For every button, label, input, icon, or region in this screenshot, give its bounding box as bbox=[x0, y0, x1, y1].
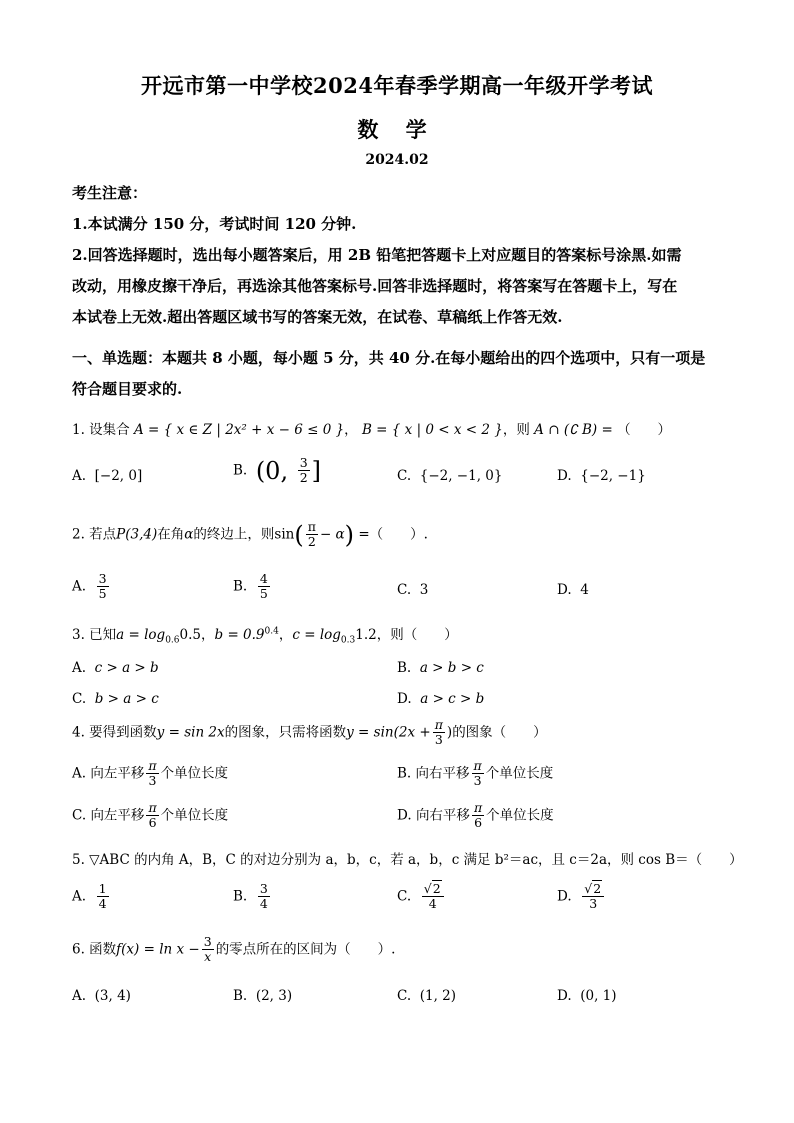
q1-then: ，则 bbox=[502, 422, 530, 438]
q4-three: 3 bbox=[434, 732, 443, 748]
q4-option-b-post: 个单位长度 bbox=[485, 765, 554, 782]
q4-option-c-den: 6 bbox=[148, 815, 157, 831]
q4-option-c-post: 个单位长度 bbox=[160, 807, 229, 824]
q4-option-a bbox=[72, 759, 228, 789]
q2-option-b-letter: B. bbox=[233, 578, 248, 595]
q2-alpha: α bbox=[184, 526, 194, 543]
q5-option-d: D. $\frac{√2}{3}$ bbox=[557, 882, 606, 912]
q6-option-a-value: (3, 4) bbox=[94, 988, 131, 1004]
q4-option-a-num: π bbox=[148, 758, 157, 773]
q1-option-a bbox=[72, 468, 142, 484]
q2-option-b bbox=[233, 572, 272, 602]
notes-line-2: 2.回答选择题时，选出每小题答案后，用 2B 铅笔把答题卡上对应题目的答案标号涂黑.如需 bbox=[72, 246, 682, 264]
q6-option-d-letter: D. bbox=[557, 988, 572, 1004]
q1-option-d-value: {−2, −1} bbox=[580, 468, 646, 484]
q1-option-c-letter: C. bbox=[397, 468, 412, 484]
q4-function-2-close: ) bbox=[446, 724, 453, 741]
q4-option-b bbox=[397, 759, 553, 789]
notes-line-4: 本试卷上无效.超出答题区域书写的答案无效，在试卷、草稿纸上作答无效. bbox=[72, 308, 563, 326]
exam-title: 开远市第一中学校2024年春季学期高一年级开学考试 bbox=[141, 73, 653, 98]
q4-option-c-num: π bbox=[148, 800, 157, 815]
q4-option-b-num: π bbox=[473, 758, 482, 773]
q5-option-c-letter: C. bbox=[397, 888, 412, 905]
q3-sep-1: ， bbox=[201, 627, 215, 643]
q2-minus-alpha: − α bbox=[319, 526, 345, 543]
q2-option-a-num: 3 bbox=[98, 571, 107, 586]
exam-date: 2024.02 bbox=[365, 152, 429, 168]
q3-c-expr: c = log bbox=[292, 627, 341, 643]
q5-option-d-letter: D. bbox=[557, 888, 572, 905]
q6-text-2: 的零点所在的区间为（ ）. bbox=[215, 941, 396, 958]
q5-option-b bbox=[233, 882, 272, 912]
q6-den: x bbox=[204, 949, 212, 965]
q4-text-3: 的图象（ ） bbox=[452, 724, 547, 741]
q2-point: P(3,4) bbox=[116, 526, 158, 543]
q2-text-3: 的终边上，则 bbox=[193, 526, 275, 543]
exam-notes bbox=[72, 178, 732, 333]
q2-option-b-den: 5 bbox=[259, 586, 268, 602]
q2-option-a bbox=[72, 572, 111, 602]
question-1 bbox=[72, 418, 671, 438]
q1-option-b bbox=[233, 456, 321, 486]
q1-option-c bbox=[397, 468, 502, 484]
q4-text-2: 的图象，只需将函数 bbox=[224, 724, 347, 741]
q4-option-d-num: π bbox=[473, 800, 483, 815]
q3-sep-2: ， bbox=[278, 627, 293, 643]
q5-option-c-den: 4 bbox=[428, 896, 437, 912]
q1-option-d bbox=[557, 468, 646, 484]
q4-option-a-letter: A. bbox=[72, 765, 87, 782]
q4-option-c bbox=[72, 801, 228, 831]
q4-option-b-letter: B. bbox=[397, 765, 412, 782]
q2-option-c-value: 3 bbox=[419, 582, 429, 598]
q4-option-a-post: 个单位长度 bbox=[160, 765, 229, 782]
q2-option-d bbox=[557, 582, 589, 598]
q2-pi: π bbox=[307, 519, 316, 534]
question-3 bbox=[72, 623, 458, 646]
q5-option-c-num: 2 bbox=[432, 881, 441, 896]
q3-a-base: 0.6 bbox=[165, 635, 180, 646]
q4-function-2: y = sin(2x + bbox=[346, 724, 431, 741]
q4-option-c-pre: 向左平移 bbox=[90, 807, 145, 824]
q4-text-1: 4. 要得到函数 bbox=[72, 724, 157, 741]
q3-option-b-letter: B. bbox=[397, 660, 412, 676]
exam-subject: 数 学 bbox=[357, 117, 437, 142]
q3-a-expr: a = log bbox=[116, 627, 166, 643]
q4-option-d bbox=[397, 801, 554, 831]
q1-set-a: A = { x ∈ Z | 2x² + x − 6 ≤ 0 } bbox=[133, 422, 345, 438]
q3-option-a-letter: A. bbox=[72, 660, 87, 676]
q3-option-d-value: a > c > b bbox=[420, 691, 485, 707]
q3-a-arg: 0.5 bbox=[179, 627, 202, 643]
q2-option-b-num: 4 bbox=[259, 571, 268, 586]
q2-option-c-letter: C. bbox=[397, 582, 412, 598]
q1-option-b-open: (0, bbox=[255, 456, 296, 485]
q4-option-b-den: 3 bbox=[473, 773, 482, 789]
q1-expression: A ∩ (∁ B) = bbox=[534, 422, 613, 438]
q3-option-b-value: a > b > c bbox=[419, 660, 484, 676]
q4-option-d-pre: 向右平移 bbox=[415, 807, 470, 824]
q2-option-d-letter: D. bbox=[557, 582, 572, 598]
q6-option-c-value: (1, 2) bbox=[419, 988, 457, 1004]
q4-pi: π bbox=[434, 717, 443, 732]
q1-option-b-fraction bbox=[298, 456, 310, 486]
q1-option-b-num: 3 bbox=[299, 455, 308, 470]
q5-option-c: C. $\frac{√2}{4}$ bbox=[397, 882, 446, 912]
q3-option-c-value: b > a > c bbox=[94, 691, 159, 707]
q3-option-d-letter: D. bbox=[397, 691, 412, 707]
q6-option-c-letter: C. bbox=[397, 988, 412, 1004]
notes-line-3: 改动，用橡皮擦干净后，再选涂其他答案标号.回答非选择题时，将答案写在答题卡上，写在 bbox=[72, 277, 678, 295]
q1-option-a-value: [−2, 0] bbox=[94, 468, 143, 484]
q6-option-d bbox=[557, 988, 617, 1004]
q6-text-1: 6. 函数 bbox=[72, 941, 117, 958]
q3-option-d bbox=[397, 691, 484, 707]
q3-option-a-value: c > a > b bbox=[94, 660, 159, 676]
q4-option-d-letter: D. bbox=[397, 807, 412, 824]
q6-option-c bbox=[397, 988, 456, 1004]
q5-option-b-letter: B. bbox=[233, 888, 248, 905]
q2-fraction bbox=[306, 520, 318, 550]
q3-b-expr: b = 0.9 bbox=[214, 627, 265, 643]
q4-option-d-den: 6 bbox=[474, 815, 483, 831]
question-4 bbox=[72, 718, 547, 748]
q1-option-b-close: ] bbox=[311, 456, 322, 485]
notes-heading: 考生注意： bbox=[72, 184, 148, 202]
q1-set-b: B = { x | 0 < x < 2 } bbox=[361, 422, 503, 438]
q3-c-arg: 1.2 bbox=[355, 627, 377, 643]
q4-option-c-letter: C. bbox=[72, 807, 87, 824]
q1-number: 1. 设集合 bbox=[72, 422, 130, 438]
q5-option-a bbox=[72, 882, 111, 912]
q2-sin: sin bbox=[274, 526, 295, 543]
q6-option-b-value: (2, 3) bbox=[255, 988, 293, 1004]
question-5: 5. ▽ABC 的内角 A，B，C 的对边分别为 a，b，c，若 a，b，c 满足 b²＝ac，且 c＝2a，则 cos B＝（ ） bbox=[72, 852, 743, 868]
q3-c-base: 0.3 bbox=[340, 635, 356, 646]
q3-text-1: 3. 已知 bbox=[72, 627, 117, 643]
q6-function: f(x) = ln x − bbox=[116, 941, 200, 958]
section-line-1: 一、单选题：本题共 8 小题，每小题 5 分，共 40 分.在每小题给出的四个选项中，只有一项是 bbox=[72, 349, 706, 367]
q2-option-c bbox=[397, 582, 428, 598]
q1-option-c-value: {−2, −1, 0} bbox=[419, 468, 503, 484]
question-6 bbox=[72, 935, 395, 965]
q1-option-b-den: 2 bbox=[299, 470, 308, 486]
q4-option-d-post: 个单位长度 bbox=[486, 807, 554, 824]
q3-text-2: ，则（ ） bbox=[376, 627, 458, 643]
q2-option-a-letter: A. bbox=[72, 578, 87, 595]
q3-option-c bbox=[72, 691, 159, 707]
q4-option-a-pre: 向左平移 bbox=[90, 765, 145, 782]
q3-option-a bbox=[72, 660, 159, 676]
q5-option-b-den: 4 bbox=[259, 896, 268, 912]
q5-option-a-den: 4 bbox=[98, 896, 107, 912]
q5-option-d-den: 3 bbox=[589, 896, 598, 912]
q1-option-a-letter: A. bbox=[72, 468, 87, 484]
q5-option-a-letter: A. bbox=[72, 888, 87, 905]
question-2: 2. 若点P(3,4)在角α的终边上，则sin( $\frac{\pi}{2}$ − α) =（ ）. bbox=[72, 519, 428, 550]
q4-option-b-pre: 向右平移 bbox=[415, 765, 470, 782]
q1-option-b-letter: B. bbox=[233, 462, 248, 479]
q6-option-d-value: (0, 1) bbox=[580, 988, 617, 1004]
q1-option-d-letter: D. bbox=[557, 468, 572, 484]
q6-option-a-letter: A. bbox=[72, 988, 87, 1004]
q2-text-4: =（ ）. bbox=[358, 526, 428, 543]
q6-num: 3 bbox=[203, 934, 212, 949]
q5-option-a-num: 1 bbox=[98, 881, 107, 896]
q6-option-b-letter: B. bbox=[233, 988, 248, 1004]
q2-text-1: 2. 若点 bbox=[72, 526, 117, 543]
q6-option-b bbox=[233, 988, 292, 1004]
q2-option-a-den: 5 bbox=[98, 586, 107, 602]
notes-line-1: 1.本试满分 150 分，考试时间 120 分钟. bbox=[72, 215, 357, 233]
q6-option-a bbox=[72, 988, 131, 1004]
q1-sep: ， bbox=[344, 422, 358, 438]
q4-option-a-den: 3 bbox=[148, 773, 157, 789]
q2-two: 2 bbox=[307, 534, 316, 550]
q1-answer-paren: （ ） bbox=[617, 422, 672, 438]
q3-option-c-letter: C. bbox=[72, 691, 87, 707]
q5-option-b-num: 3 bbox=[259, 881, 268, 896]
section-heading bbox=[72, 343, 732, 405]
q3-option-b bbox=[397, 660, 484, 676]
q2-option-d-value: 4 bbox=[580, 582, 589, 598]
q5-option-d-num: 2 bbox=[593, 881, 602, 896]
q2-text-2: 在角 bbox=[157, 526, 185, 543]
q4-function-1: y = sin 2x bbox=[156, 724, 225, 741]
q3-b-exp: 0.4 bbox=[264, 626, 279, 637]
section-line-2: 符合题目要求的. bbox=[72, 380, 183, 398]
